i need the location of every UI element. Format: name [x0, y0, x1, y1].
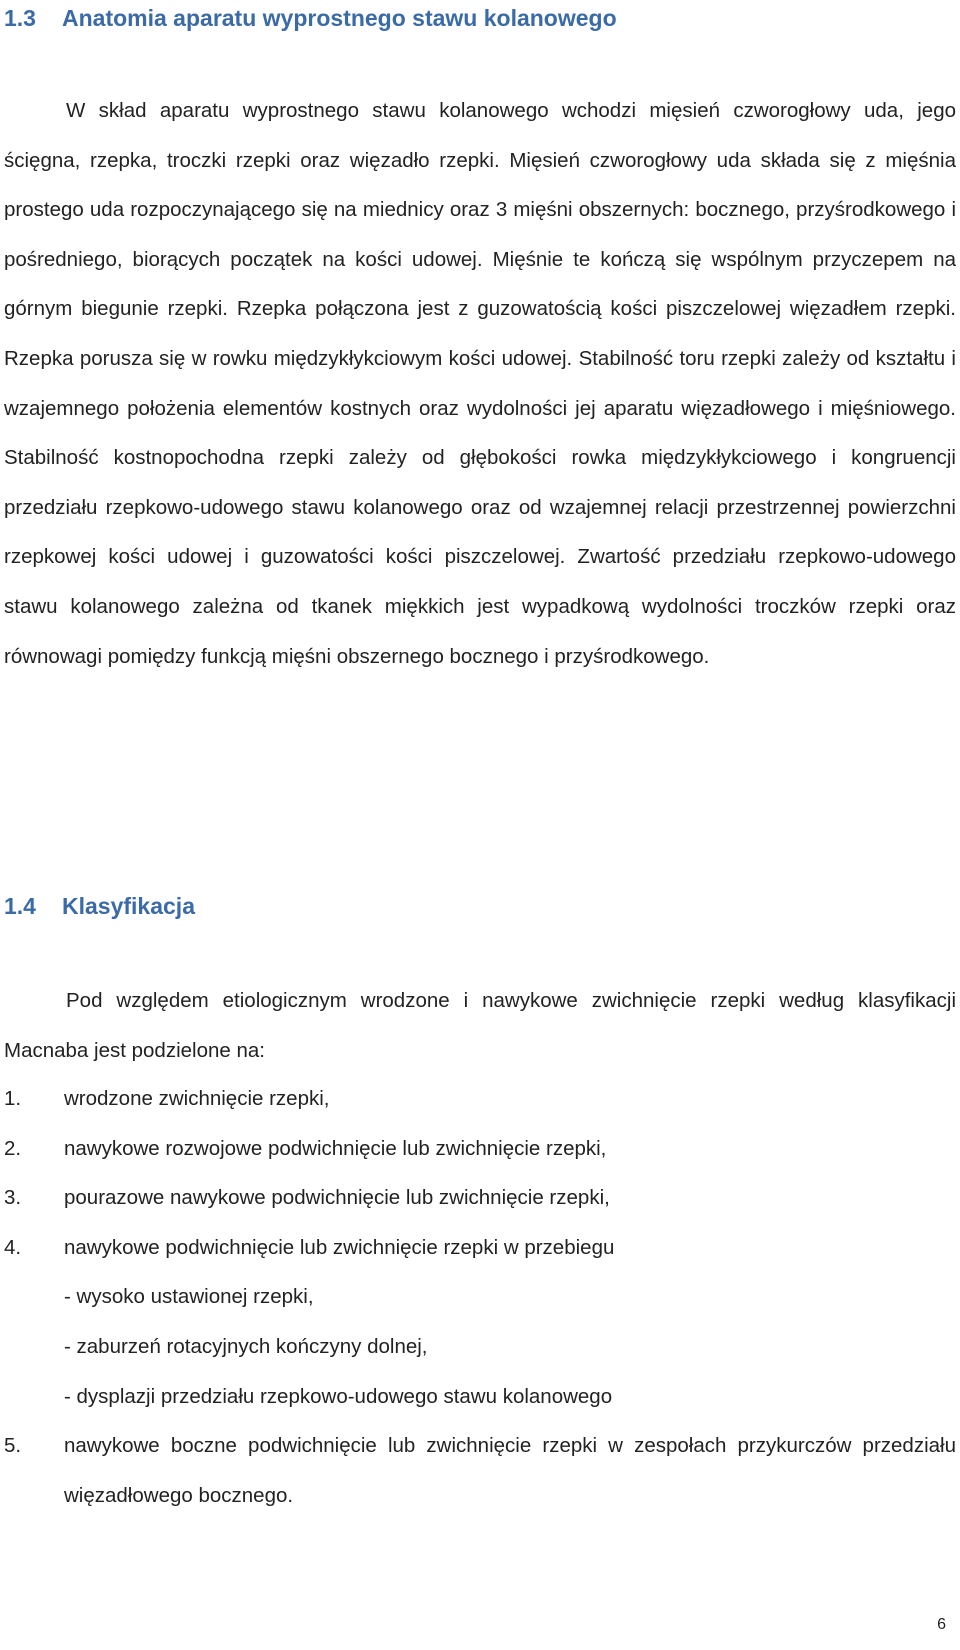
list-text: nawykowe podwichnięcie lub zwichnięcie rzepki w przebiegu	[64, 1235, 615, 1259]
list-number: 3.	[4, 1186, 22, 1210]
section-number: 1.4	[4, 893, 36, 919]
section-title: Klasyfikacja	[62, 893, 195, 919]
list-item	[4, 1223, 956, 1421]
list-text: nawykowe rozwojowe podwichnięcie lub zwichnięcie rzepki,	[64, 1136, 607, 1160]
classification-list	[4, 1074, 956, 1520]
list-text: pourazowe nawykowe podwichnięcie lub zwichnięcie rzepki,	[64, 1186, 610, 1210]
sub-list-item: - zaburzeń rotacyjnych kończyny dolnej,	[64, 1322, 956, 1372]
section-heading-1-4	[4, 888, 195, 924]
list-text: wrodzone zwichnięcie rzepki,	[64, 1087, 330, 1110]
list-item	[4, 1173, 956, 1223]
section-heading-1-3	[4, 0, 617, 36]
section-title: Anatomia aparatu wyprostnego stawu kolanowego	[62, 5, 617, 31]
list-item	[4, 1074, 956, 1124]
list-number: 5.	[4, 1434, 22, 1458]
sub-list-item: - wysoko ustawionej rzepki,	[64, 1272, 956, 1322]
section-number: 1.3	[4, 5, 36, 31]
sub-list-item: - dysplazji przedziału rzepkowo-udowego stawu kolanowego	[64, 1372, 956, 1422]
list-number: 2.	[4, 1136, 22, 1160]
page-number: 6	[937, 1616, 946, 1633]
list-number: 1.	[4, 1087, 22, 1110]
classification-intro: Pod względem etiologicznym wrodzone i nawykowe zwichnięcie rzepki według klasyfikacji Macnaba jest podzielone na:	[4, 989, 956, 1062]
sub-list	[64, 1272, 956, 1421]
list-item	[4, 1421, 956, 1520]
list-item	[4, 1124, 956, 1174]
list-number: 4.	[4, 1235, 22, 1259]
section-paragraph: W skład aparatu wyprostnego stawu kolanowego wchodzi mięsień czworogłowy uda, jego ścięgna, rzepka, troczki rzepki oraz więzadło rzepki. Mięsień czworogłowy uda składa się z mięśnia prostego uda rozpoczynającego się na miednicy oraz 3 mięśni obszernych: bocznego, przyśrodkowego i pośredniego, biorących początek na kości udowej. Mięśnie te kończą się wspólnym przyczepem na górnym biegunie rzepki. Rzepka połączona jest z guzowatością kości piszczelowej więzadłem rzepki. Rzepka porusza się w rowku międzykłykciowym kości udowej. Stabilność toru rzepki zależy od kształtu i wzajemnego położenia elementów kostnych oraz wydolności jej aparatu więzadłowego i mięśniowego. Stabilność kostnopochodna rzepki zależy od głębokości rowka międzykłykciowego i kongruencji przedziału rzepkowo-udowego stawu kolanowego oraz od wzajemnej relacji przestrzennej powierzchni rzepkowej kości udowej i guzowatości kości piszczelowej. Zwartość przedziału rzepkowo-udowego stawu kolanowego zależna od tkanek miękkich jest wypadkową wydolności troczków rzepki oraz równowagi pomiędzy funkcją mięśni obszernego bocznego i przyśrodkowego.	[4, 99, 956, 668]
list-text: nawykowe boczne podwichnięcie lub zwichnięcie rzepki w zespołach przykurczów przedziału więzadłowego bocznego.	[64, 1434, 956, 1507]
